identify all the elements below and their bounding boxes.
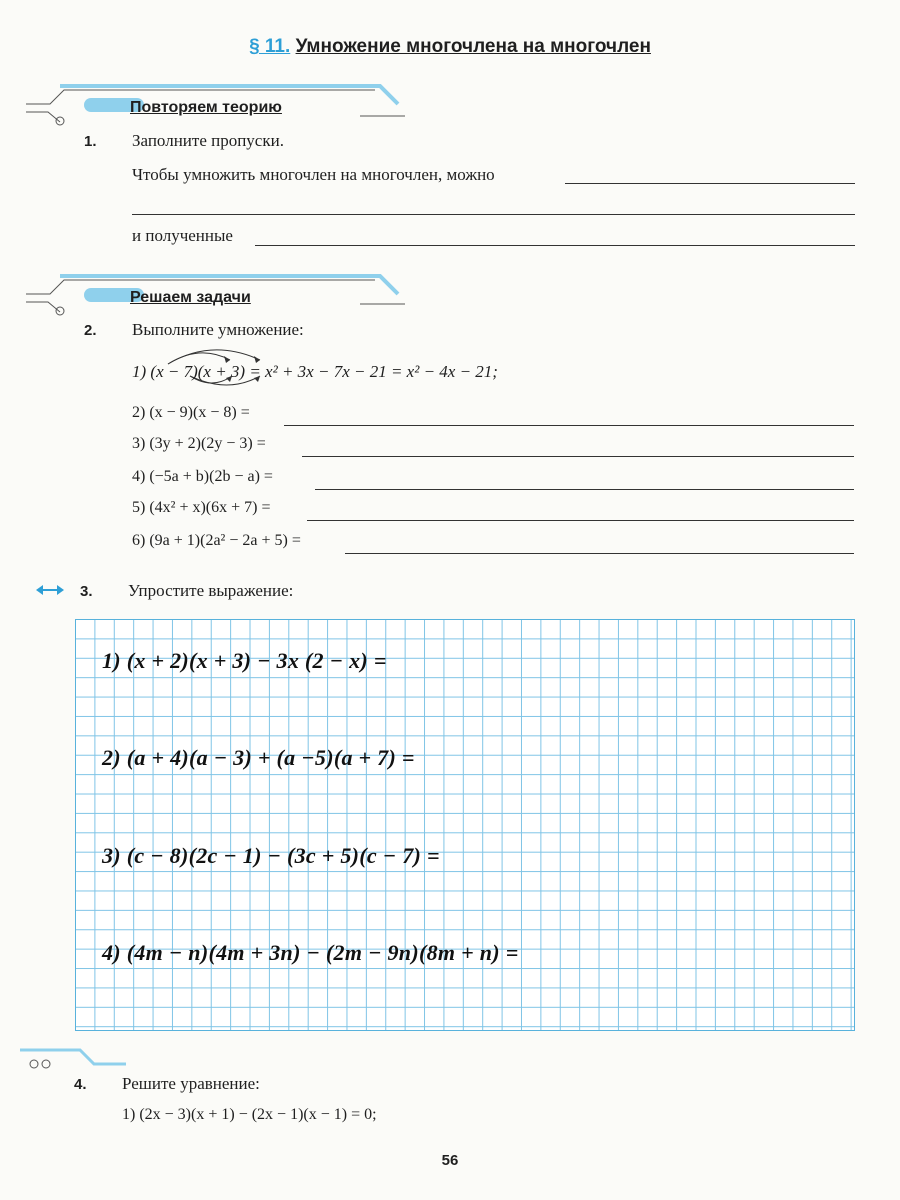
simplify-expression: 2) (a + 4)(a − 3) + (a −5)(a + 7) = xyxy=(102,745,415,770)
section-heading-theory: Повторяем теорию xyxy=(130,99,282,116)
task-number-4: 4. xyxy=(74,1076,87,1093)
task-1-line-1-text: Чтобы умножить многочлен на многочлен, можно xyxy=(132,165,495,184)
answer-blank[interactable] xyxy=(565,183,855,184)
section-heading-problems: Решаем задачи xyxy=(130,289,251,306)
paragraph-title: Умножение многочлена на многочлен xyxy=(295,36,651,57)
exercise-item: 2) (x − 9)(x − 8) = xyxy=(132,404,250,421)
answer-blank[interactable] xyxy=(307,520,854,521)
simplify-expression: 3) (c − 8)(2c − 1) − (3c + 5)(c − 7) = xyxy=(102,843,440,868)
paragraph-number: § 11. xyxy=(249,36,291,57)
simplify-expression: 1) (x + 2)(x + 3) − 3x (2 − x) = xyxy=(102,648,387,673)
task-number-1: 1. xyxy=(84,133,97,150)
exercise-item: 6) (9a + 1)(2a² − 2a + 5) = xyxy=(132,532,301,549)
answer-blank[interactable] xyxy=(284,425,854,426)
task-2-text: Выполните умножение: xyxy=(132,320,304,339)
task-number-3: 3. xyxy=(80,583,93,600)
equation-item: 1) (2x − 3)(x + 1) − (2x − 1)(x − 1) = 0; xyxy=(122,1106,377,1123)
exercise-item: 3) (3y + 2)(2y − 3) = xyxy=(132,435,266,452)
page-title xyxy=(0,36,900,58)
task-1-line-3-text: и полученные xyxy=(132,226,233,245)
answer-blank[interactable] xyxy=(255,245,855,246)
task-3-text: Упростите выражение: xyxy=(128,581,294,600)
page-number: 56 xyxy=(441,1152,459,1169)
task-1-text: Заполните пропуски. xyxy=(132,131,284,150)
task-4-text: Решите уравнение: xyxy=(122,1074,260,1093)
task-number-2: 2. xyxy=(84,322,97,339)
exercise-item: 4) (−5a + b)(2b − a) = xyxy=(132,468,273,485)
answer-blank[interactable] xyxy=(132,214,855,215)
double-arrow-icon xyxy=(36,584,64,596)
example-solution: 1) (x − 7)(x + 3) = x² + 3x − 7x − 21 = x² − 4x − 21; xyxy=(132,362,498,381)
simplify-expression: 4) (4m − n)(4m + 3n) − (2m − 9n)(8m + n) = xyxy=(102,940,519,965)
grid-workspace[interactable] xyxy=(75,619,855,1031)
answer-blank[interactable] xyxy=(302,456,854,457)
exercise-item: 5) (4x² + x)(6x + 7) = xyxy=(132,499,271,516)
difficulty-marker-icon xyxy=(18,1046,128,1072)
answer-blank[interactable] xyxy=(315,489,854,490)
answer-blank[interactable] xyxy=(345,553,854,554)
